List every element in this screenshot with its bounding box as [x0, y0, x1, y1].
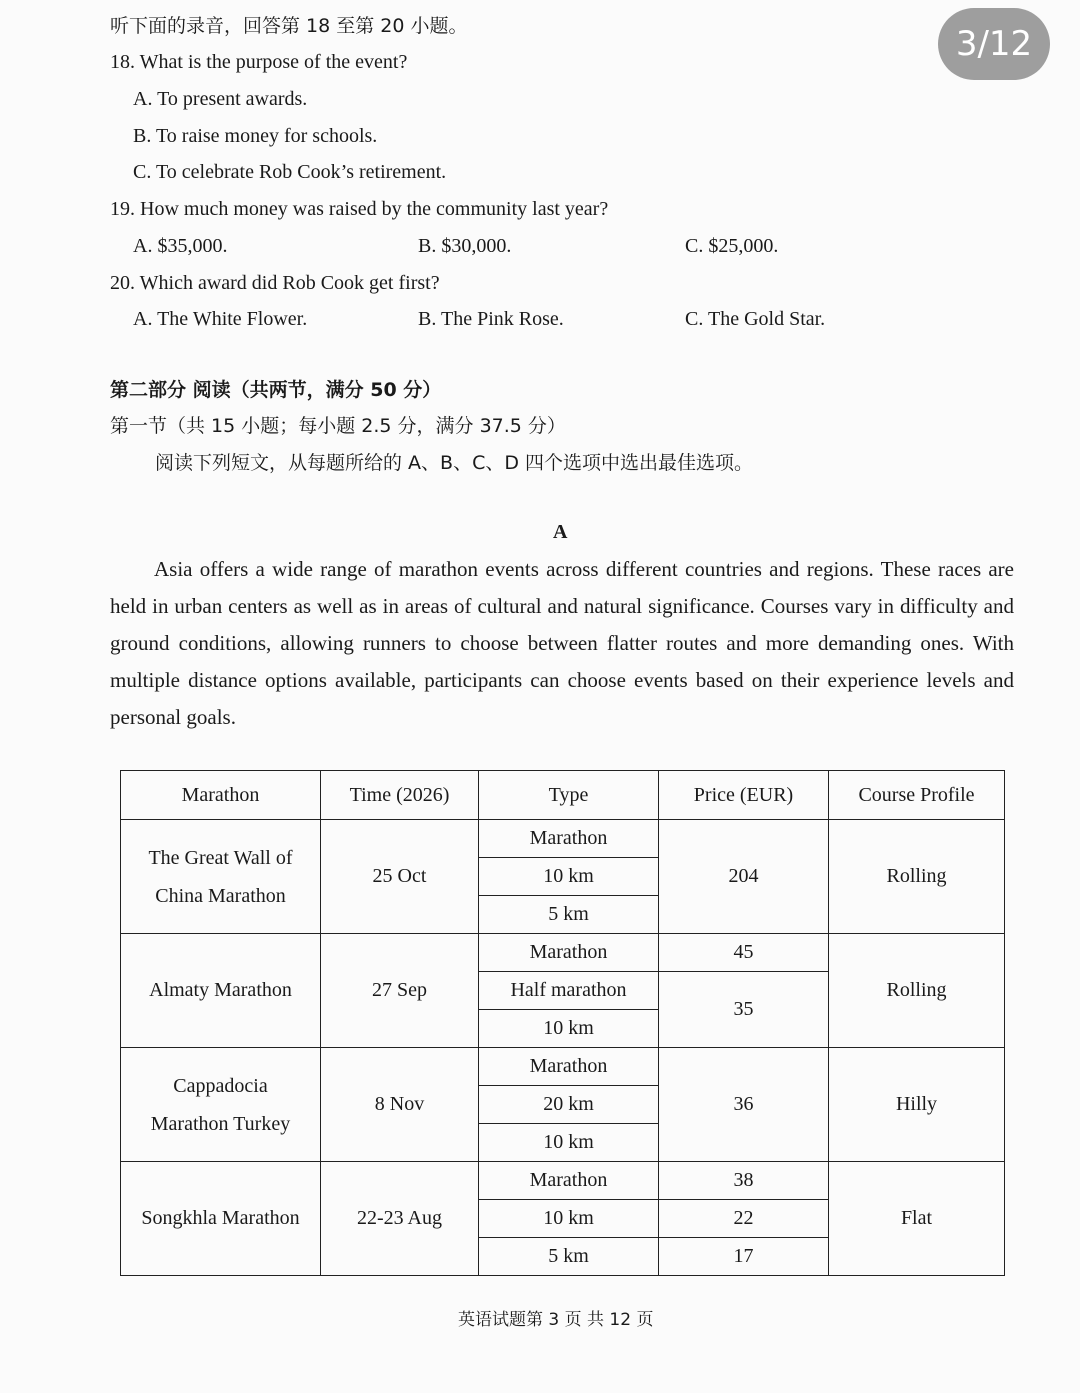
question-20-stem: 20. Which award did Rob Cook get first?	[110, 272, 440, 294]
type-cell: Marathon	[479, 934, 659, 972]
listening-instruction: 听下面的录音，回答第 18 至第 20 小题。	[110, 15, 468, 37]
type-cell: 10 km	[479, 858, 659, 896]
marathon-name-cell	[121, 1048, 321, 1162]
passage-paragraph-text: Asia offers a wide range of marathon events across different countries and regions. These races are held in urban centers as well as in areas of cultural and natural significance. Courses vary in difficulty and ground conditions, allowing runners to choose between flatter routes and more demanding ones. With multiple distance options available, participants can choose events based on their experience levels and personal goals.	[110, 557, 1014, 729]
type-cell: 20 km	[479, 1086, 659, 1124]
question-19-stem: 19. How much money was raised by the community last year?	[110, 198, 609, 220]
price-cell: 204	[659, 820, 829, 934]
header-marathon: Marathon	[121, 771, 321, 820]
marathon-name-cell: Songkhla Marathon	[121, 1162, 321, 1276]
question-19-option-c: C. $25,000.	[685, 235, 779, 257]
reading-instruction: 阅读下列短文，从每题所给的 A、B、C、D 四个选项中选出最佳选项。	[155, 452, 754, 474]
marathon-table-wrapper	[120, 770, 1005, 1276]
type-cell: 5 km	[479, 1238, 659, 1276]
price-cell: 22	[659, 1200, 829, 1238]
time-cell: 25 Oct	[321, 820, 479, 934]
marathon-table	[120, 770, 1005, 1276]
type-cell: Half marathon	[479, 972, 659, 1010]
question-18-option-c: C. To celebrate Rob Cook’s retirement.	[133, 161, 447, 183]
header-price: Price (EUR)	[659, 771, 829, 820]
question-20-option-c: C. The Gold Star.	[685, 308, 826, 330]
type-cell: 10 km	[479, 1200, 659, 1238]
question-18-stem: 18. What is the purpose of the event?	[110, 51, 408, 73]
passage-paragraph	[110, 551, 1014, 736]
marathon-name-line: Cappadocia	[173, 1074, 268, 1097]
header-type: Type	[479, 771, 659, 820]
question-18-option-a: A. To present awards.	[133, 88, 308, 110]
marathon-name-cell	[121, 820, 321, 934]
course-profile-cell: Flat	[829, 1162, 1005, 1276]
course-profile-cell: Rolling	[829, 934, 1005, 1048]
header-time: Time (2026)	[321, 771, 479, 820]
type-cell: Marathon	[479, 1162, 659, 1200]
price-cell: 35	[659, 972, 829, 1048]
marathon-name-cell: Almaty Marathon	[121, 934, 321, 1048]
question-19-option-a: A. $35,000.	[133, 235, 228, 257]
table-row	[121, 1048, 1005, 1086]
question-19-option-b: B. $30,000.	[418, 235, 512, 257]
passage-label: A	[553, 521, 568, 543]
header-course-profile: Course Profile	[829, 771, 1005, 820]
price-cell: 17	[659, 1238, 829, 1276]
course-profile-cell: Hilly	[829, 1048, 1005, 1162]
type-cell: Marathon	[479, 820, 659, 858]
time-cell: 27 Sep	[321, 934, 479, 1048]
price-cell: 38	[659, 1162, 829, 1200]
marathon-name-line: Marathon Turkey	[150, 1112, 291, 1135]
type-cell: 10 km	[479, 1124, 659, 1162]
price-cell: 36	[659, 1048, 829, 1162]
time-cell: 8 Nov	[321, 1048, 479, 1162]
page-indicator-badge: 3/12	[938, 8, 1050, 80]
table-row	[121, 934, 1005, 972]
marathon-name-line: The Great Wall of	[148, 846, 293, 869]
type-cell: Marathon	[479, 1048, 659, 1086]
table-row	[121, 820, 1005, 858]
table-row	[121, 1162, 1005, 1200]
price-cell: 45	[659, 934, 829, 972]
reading-part-title: 第二部分 阅读（共两节，满分 50 分）	[110, 379, 442, 401]
question-20-option-b: B. The Pink Rose.	[418, 308, 564, 330]
question-18-option-b: B. To raise money for schools.	[133, 125, 378, 147]
time-cell: 22-23 Aug	[321, 1162, 479, 1276]
question-20-option-a: A. The White Flower.	[133, 308, 308, 330]
page-footer: 英语试题第 3 页 共 12 页	[458, 1310, 654, 1330]
course-profile-cell: Rolling	[829, 820, 1005, 934]
type-cell: 5 km	[479, 896, 659, 934]
reading-section-title: 第一节（共 15 小题；每小题 2.5 分，满分 37.5 分）	[110, 415, 566, 437]
table-header-row	[121, 771, 1005, 820]
marathon-name-line: China Marathon	[155, 884, 286, 907]
type-cell: 10 km	[479, 1010, 659, 1048]
